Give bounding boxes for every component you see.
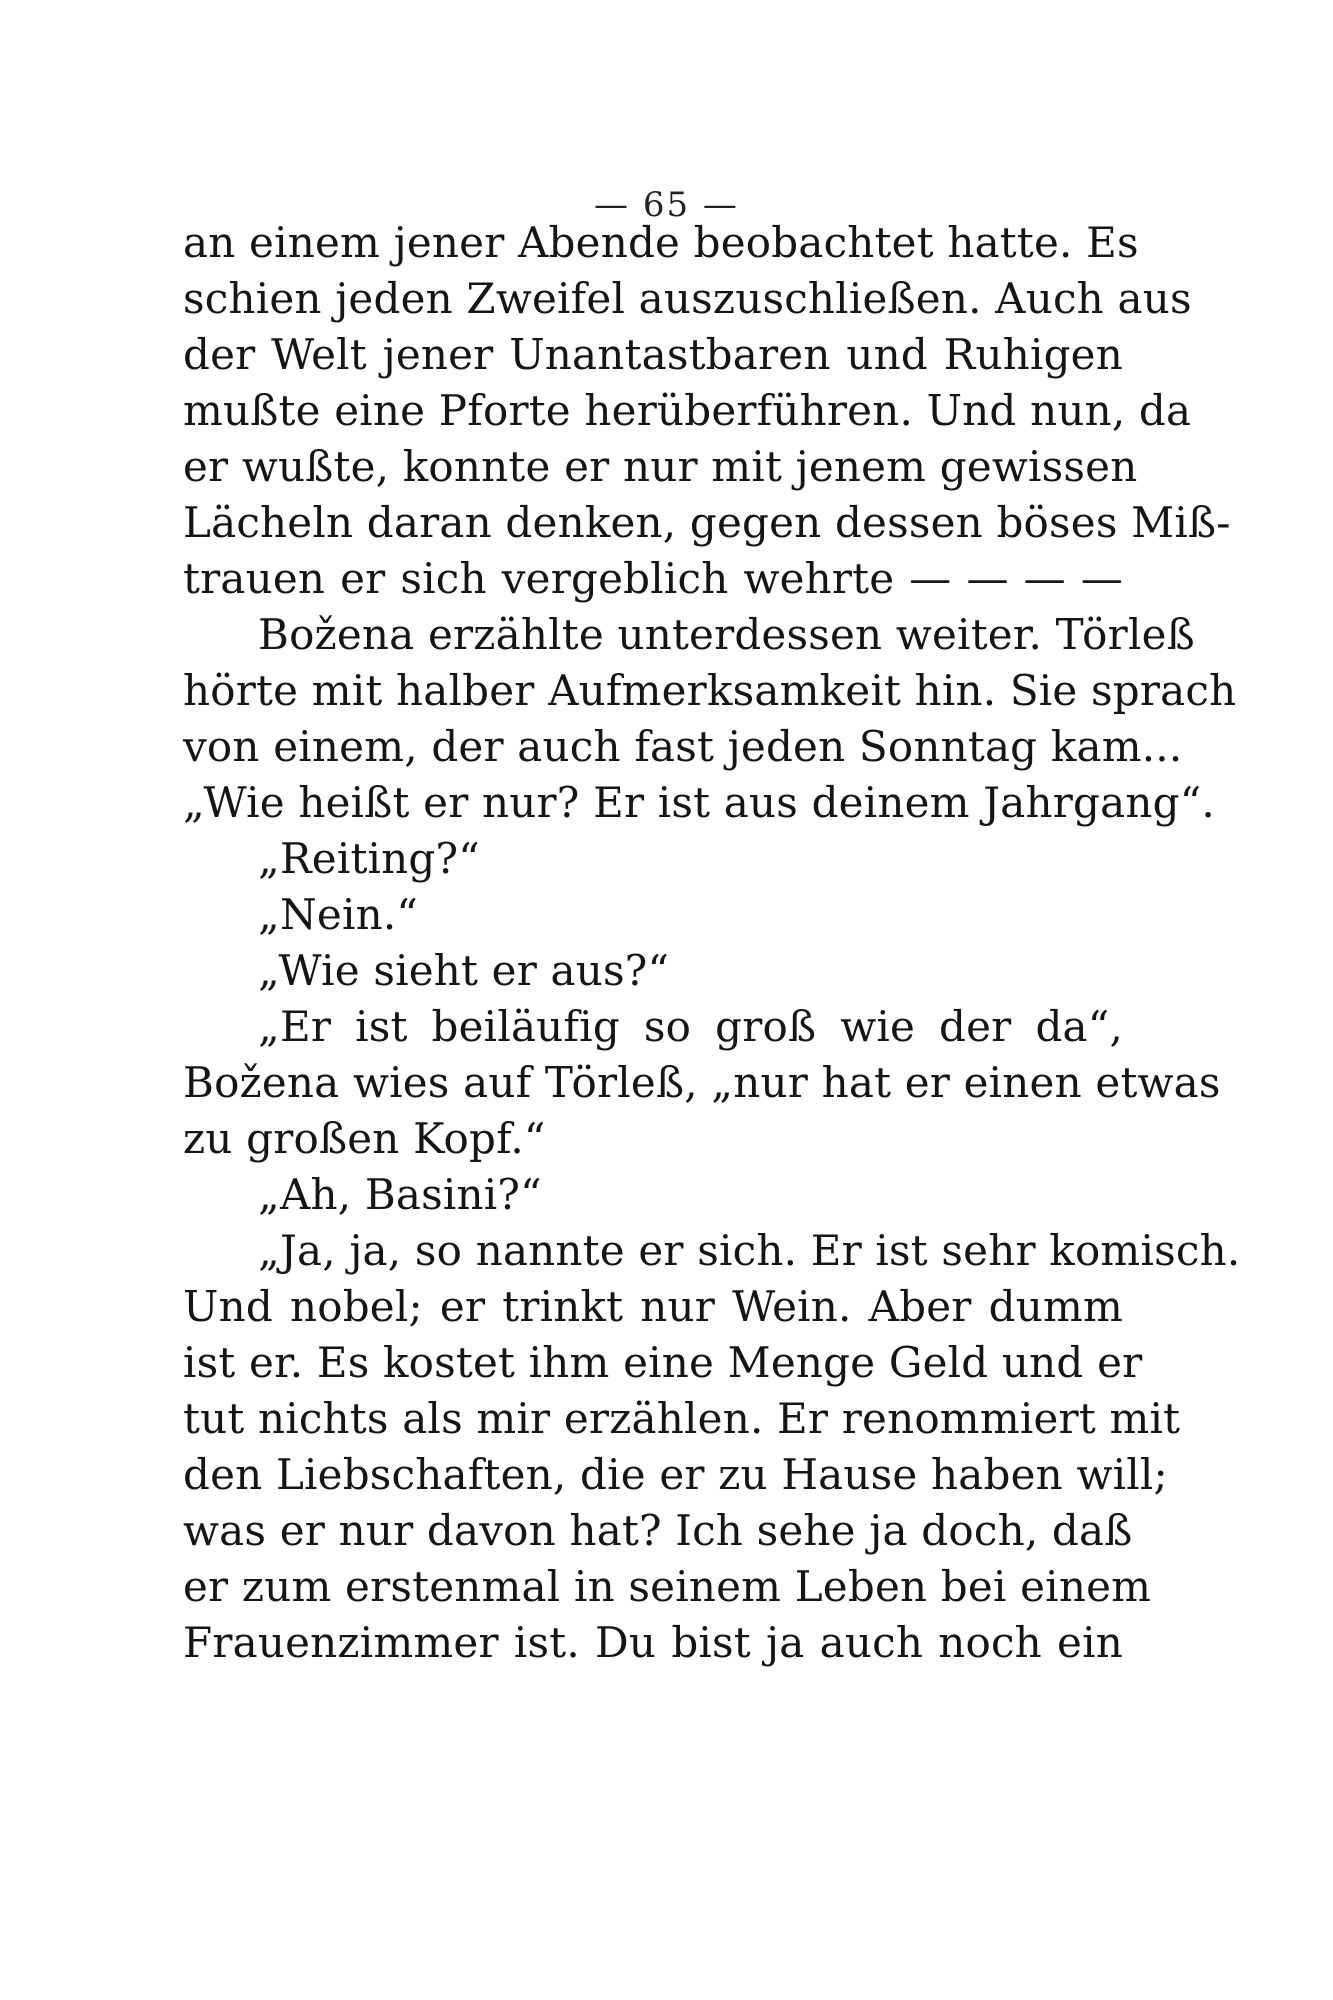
text-line: er wußte, konnte er nur mit jenem gewissen	[183, 442, 1138, 491]
text-line: mußte eine Pforte herüberführen. Und nun, da	[183, 386, 1192, 435]
text-line: an einem jener Abende beobachtet hatte. Es	[183, 218, 1139, 267]
text-line: „Wie sieht er aus?“	[258, 946, 670, 995]
text-line: schien jeden Zweifel auszuschließen. Auch aus	[183, 274, 1192, 323]
text-line: er zum erstenmal in seinem Leben bei einem	[183, 1562, 1152, 1611]
text-line: „Ah, Basini?“	[258, 1170, 542, 1219]
text-line: „Er ist beiläufig so groß wie der da“,	[258, 1002, 1123, 1051]
text-line: „Nein.“	[258, 890, 419, 939]
text-line: „Wie heißt er nur? Er ist aus deinem Jahrgang“.	[183, 778, 1215, 827]
page-number: — 65 —	[594, 185, 739, 225]
text-line: von einem, der auch fast jeden Sonntag kam...	[183, 722, 1183, 771]
text-line: „Ja, ja, so nannte er sich. Er ist sehr komisch.	[258, 1226, 1241, 1275]
text-line: den Liebschaften, die er zu Hause haben will;	[183, 1450, 1168, 1499]
text-line: tut nichts als mir erzählen. Er renommiert mit	[183, 1394, 1181, 1443]
text-line: zu großen Kopf.“	[183, 1114, 546, 1163]
text-line: „Reiting?“	[258, 834, 480, 883]
text-line: hörte mit halber Aufmerksamkeit hin. Sie sprach	[183, 666, 1237, 715]
text-line: Božena wies auf Törleß, „nur hat er einen etwas	[183, 1058, 1221, 1107]
text-line: Božena erzählte unterdessen weiter. Törleß	[258, 610, 1195, 659]
text-line: Und nobel; er trinkt nur Wein. Aber dumm	[183, 1282, 1123, 1331]
text-line: was er nur davon hat? Ich sehe ja doch, daß	[183, 1506, 1133, 1555]
text-line: ist er. Es kostet ihm eine Menge Geld und er	[183, 1338, 1143, 1387]
text-line: der Welt jener Unantastbaren und Ruhigen	[183, 330, 1123, 379]
text-line: trauen er sich vergeblich wehrte — — — —	[183, 554, 1123, 603]
text-line: Frauenzimmer ist. Du bist ja auch noch ein	[183, 1618, 1123, 1667]
text-line: Lächeln daran denken, gegen dessen böses Miß-	[183, 498, 1231, 547]
